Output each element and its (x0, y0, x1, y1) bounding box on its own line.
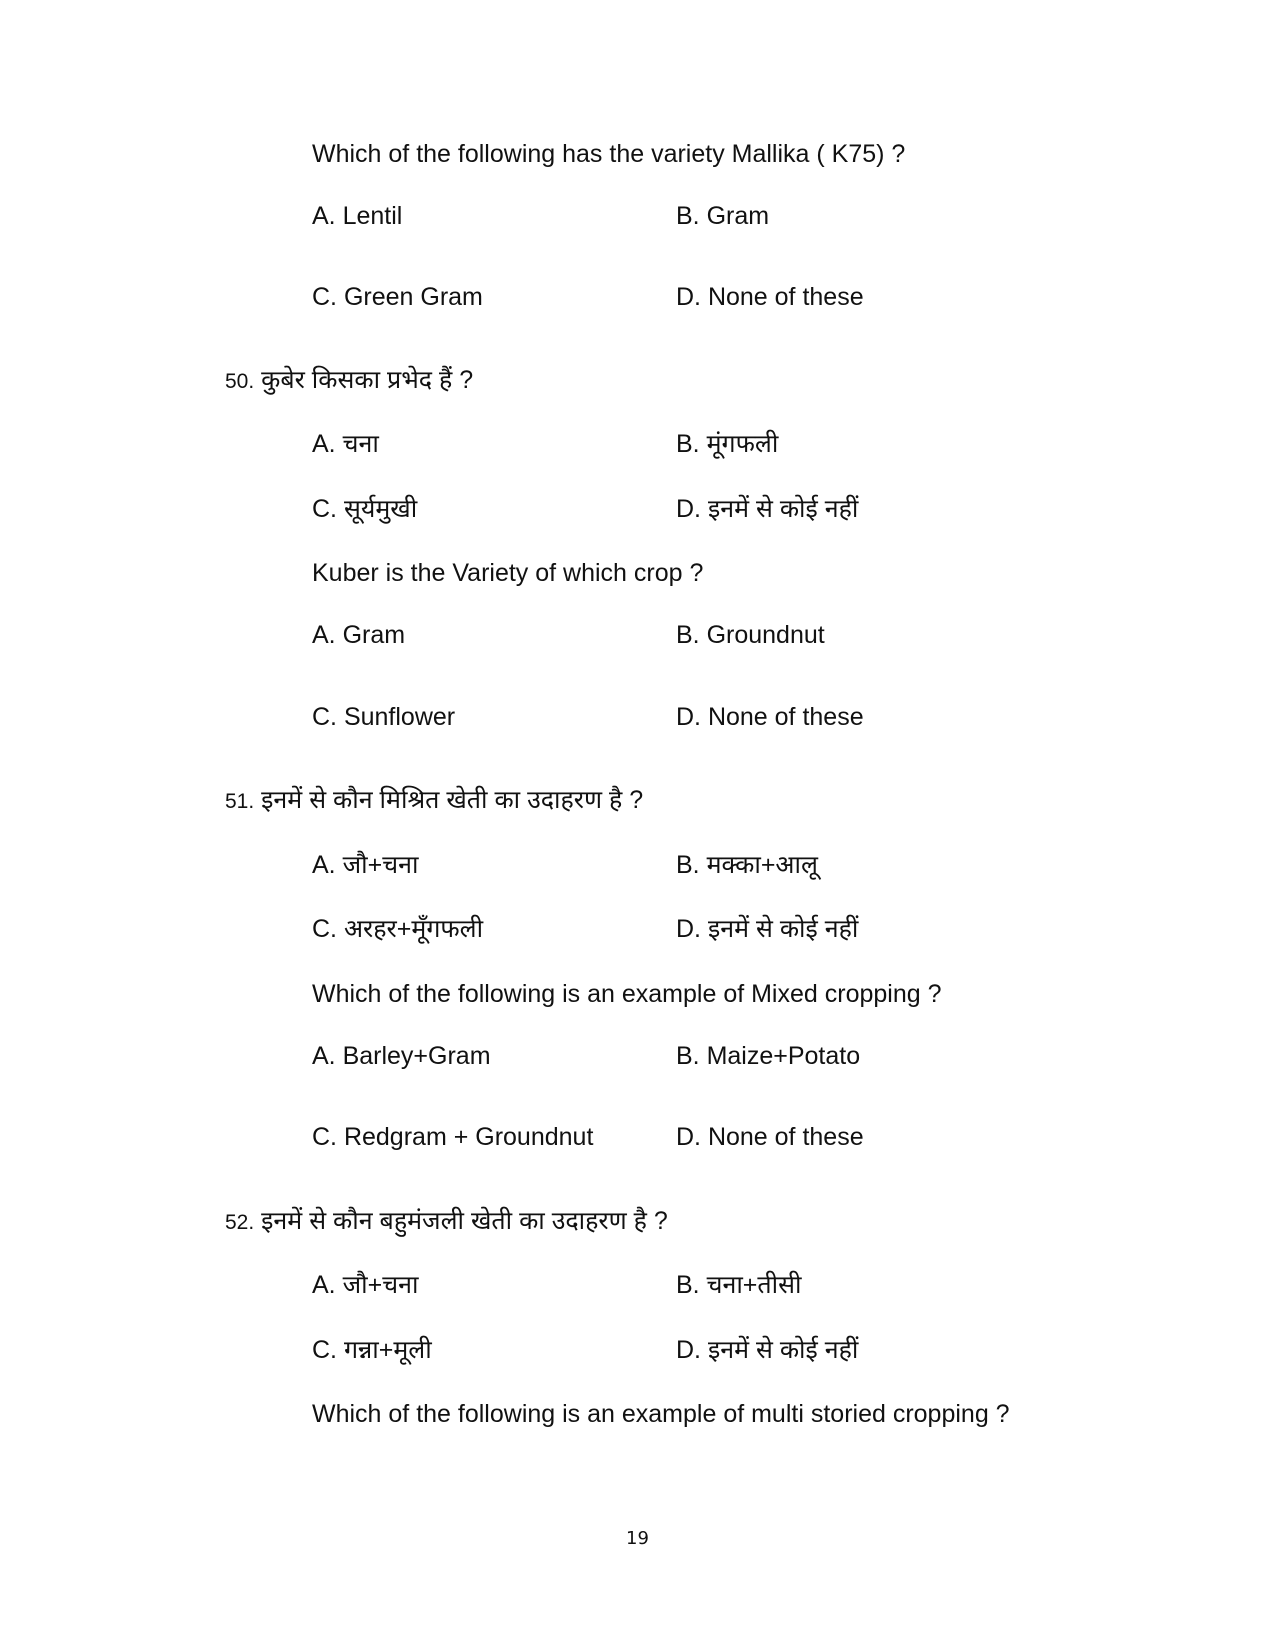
q51-hindi-option-c: C. अरहर+मूँगफली (312, 915, 484, 943)
q51-option-d: D. None of these (676, 1123, 864, 1151)
q52-hindi-question-text: इनमें से कौन बहुमंजली खेती का उदाहरण है ? (261, 1207, 668, 1235)
q52-hindi-option-a: A. जौ+चना (312, 1271, 419, 1299)
q52-hindi-option-b: B. चना+तीसी (676, 1271, 802, 1299)
page-number: 19 (626, 1528, 649, 1549)
q52-english-question: Which of the following is an example of multi storied cropping ? (312, 1400, 1010, 1428)
q49-option-b: B. Gram (676, 202, 770, 230)
q51-hindi-question-text: इनमें से कौन मिश्रित खेती का उदाहरण है ? (261, 786, 644, 814)
q50-number: 50. (225, 370, 255, 393)
q51-hindi-option-a: A. जौ+चना (312, 851, 419, 879)
q51-hindi-option-d: D. इनमें से कोई नहीं (676, 915, 859, 943)
q50-option-d: D. None of these (676, 703, 864, 731)
q51-english-question: Which of the following is an example of Mixed cropping ? (312, 980, 942, 1008)
q49-english-question: Which of the following has the variety Mallika ( K75) ? (312, 140, 906, 168)
q50-option-c: C. Sunflower (312, 703, 456, 731)
q50-option-b: B. Groundnut (676, 621, 825, 649)
q50-hindi-question-text: कुबेर किसका प्रभेद हैं ? (261, 366, 474, 394)
q51-number: 51. (225, 790, 255, 813)
q49-option-c: C. Green Gram (312, 283, 483, 311)
q50-hindi-option-d: D. इनमें से कोई नहीं (676, 495, 859, 523)
q52-hindi-question (225, 1205, 668, 1239)
q49-option-d: D. None of these (676, 283, 864, 311)
q51-option-c: C. Redgram + Groundnut (312, 1123, 594, 1151)
q50-hindi-question (225, 364, 473, 398)
q50-hindi-option-b: B. मूंगफली (676, 430, 779, 458)
q51-hindi-question (225, 784, 643, 818)
q50-option-a: A. Gram (312, 621, 406, 649)
q51-option-a: A. Barley+Gram (312, 1042, 491, 1070)
q51-option-b: B. Maize+Potato (676, 1042, 861, 1070)
q52-hindi-option-c: C. गन्ना+मूली (312, 1336, 432, 1364)
q52-hindi-option-d: D. इनमें से कोई नहीं (676, 1336, 859, 1364)
q50-hindi-option-a: A. चना (312, 430, 379, 458)
q52-number: 52. (225, 1211, 255, 1234)
q50-english-question: Kuber is the Variety of which crop ? (312, 559, 704, 587)
q51-hindi-option-b: B. मक्का+आलू (676, 851, 818, 879)
q49-option-a: A. Lentil (312, 202, 403, 230)
q50-hindi-option-c: C. सूर्यमुखी (312, 495, 418, 523)
